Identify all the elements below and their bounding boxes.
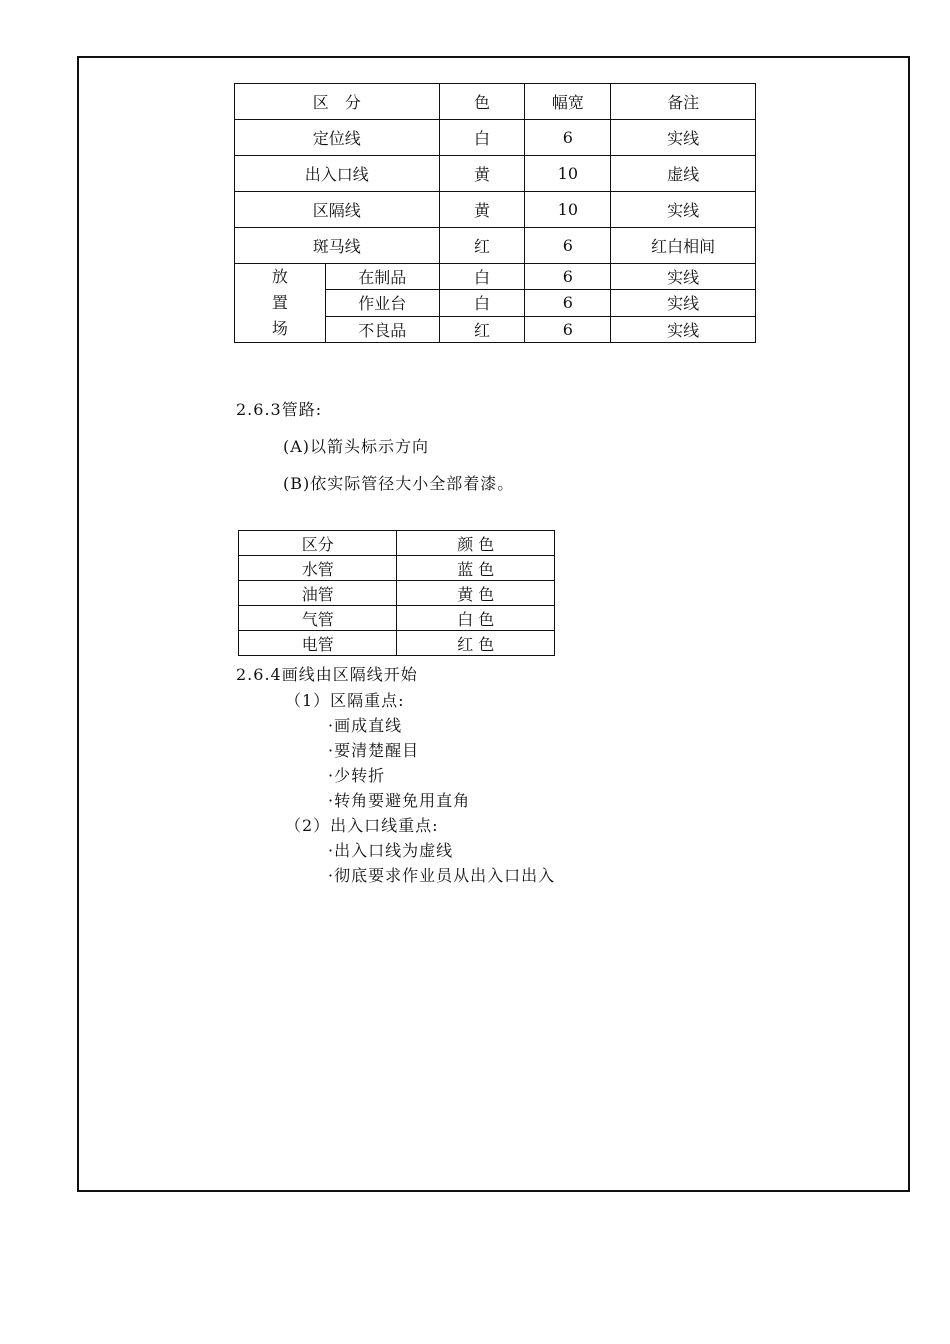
list-item: ·转角要避免用直角 <box>328 791 471 810</box>
list-item: ·画成直线 <box>328 716 403 735</box>
header-color: 颜 色 <box>397 531 555 556</box>
pipe-color-table <box>238 530 555 656</box>
row-name: 斑马线 <box>235 228 440 264</box>
header-category: 区 分 <box>235 84 440 120</box>
section-264-heading: 2.6.4画线由区隔线开始 <box>236 665 418 684</box>
row-color: 白 <box>439 290 525 316</box>
row-width: 10 <box>525 192 611 228</box>
header-note: 备注 <box>611 84 756 120</box>
subsection-1-title: （1）区隔重点: <box>285 691 405 710</box>
section-263-item-b: (B)依实际管径大小全部着漆。 <box>283 474 515 493</box>
header-width: 幅宽 <box>525 84 611 120</box>
row-name: 区隔线 <box>235 192 440 228</box>
row-color: 白 <box>439 264 525 290</box>
list-item: ·出入口线为虚线 <box>328 841 454 860</box>
row-name: 作业台 <box>325 290 439 316</box>
group-label-char: 置 <box>271 293 288 312</box>
row-width: 6 <box>525 290 611 316</box>
table-row <box>235 120 756 156</box>
subsection-2-title: （2）出入口线重点: <box>285 816 439 835</box>
row-note: 红白相间 <box>611 228 756 264</box>
marking-table <box>234 83 756 343</box>
header-color: 色 <box>439 84 525 120</box>
section-263-heading: 2.6.3管路: <box>236 400 323 419</box>
table-row <box>235 264 756 290</box>
row-note: 实线 <box>611 264 756 290</box>
list-item: ·彻底要求作业员从出入口出入 <box>328 866 556 885</box>
table-row <box>235 228 756 264</box>
table-row <box>239 606 555 631</box>
table-row <box>239 631 555 656</box>
row-width: 6 <box>525 316 611 342</box>
table-row <box>235 192 756 228</box>
table-row <box>239 556 555 581</box>
group-label-char: 放 <box>271 267 288 286</box>
pipe-name: 水管 <box>239 556 397 581</box>
row-note: 实线 <box>611 316 756 342</box>
list-item: ·少转折 <box>328 766 386 785</box>
header-category: 区分 <box>239 531 397 556</box>
row-name: 不良品 <box>325 316 439 342</box>
table-header-row <box>235 84 756 120</box>
pipe-color: 红 色 <box>397 631 555 656</box>
row-note: 实线 <box>611 290 756 316</box>
row-color: 黄 <box>439 192 525 228</box>
group-label-placement-area <box>235 264 326 343</box>
table-row <box>235 156 756 192</box>
row-width: 6 <box>525 264 611 290</box>
list-item: ·要清楚醒目 <box>328 741 420 760</box>
row-name: 定位线 <box>235 120 440 156</box>
row-width: 6 <box>525 120 611 156</box>
row-width: 6 <box>525 228 611 264</box>
row-name: 出入口线 <box>235 156 440 192</box>
row-note: 实线 <box>611 192 756 228</box>
table-row <box>239 581 555 606</box>
row-color: 白 <box>439 120 525 156</box>
row-note: 实线 <box>611 120 756 156</box>
row-name: 在制品 <box>325 264 439 290</box>
pipe-color: 白 色 <box>397 606 555 631</box>
row-color: 红 <box>439 316 525 342</box>
pipe-name: 气管 <box>239 606 397 631</box>
section-263-item-a: (A)以箭头标示方向 <box>283 437 430 456</box>
pipe-name: 电管 <box>239 631 397 656</box>
row-note: 虚线 <box>611 156 756 192</box>
pipe-name: 油管 <box>239 581 397 606</box>
row-color: 红 <box>439 228 525 264</box>
table-header-row <box>239 531 555 556</box>
pipe-color: 蓝 色 <box>397 556 555 581</box>
row-width: 10 <box>525 156 611 192</box>
pipe-color: 黄 色 <box>397 581 555 606</box>
row-color: 黄 <box>439 156 525 192</box>
group-label-char: 场 <box>271 319 288 338</box>
